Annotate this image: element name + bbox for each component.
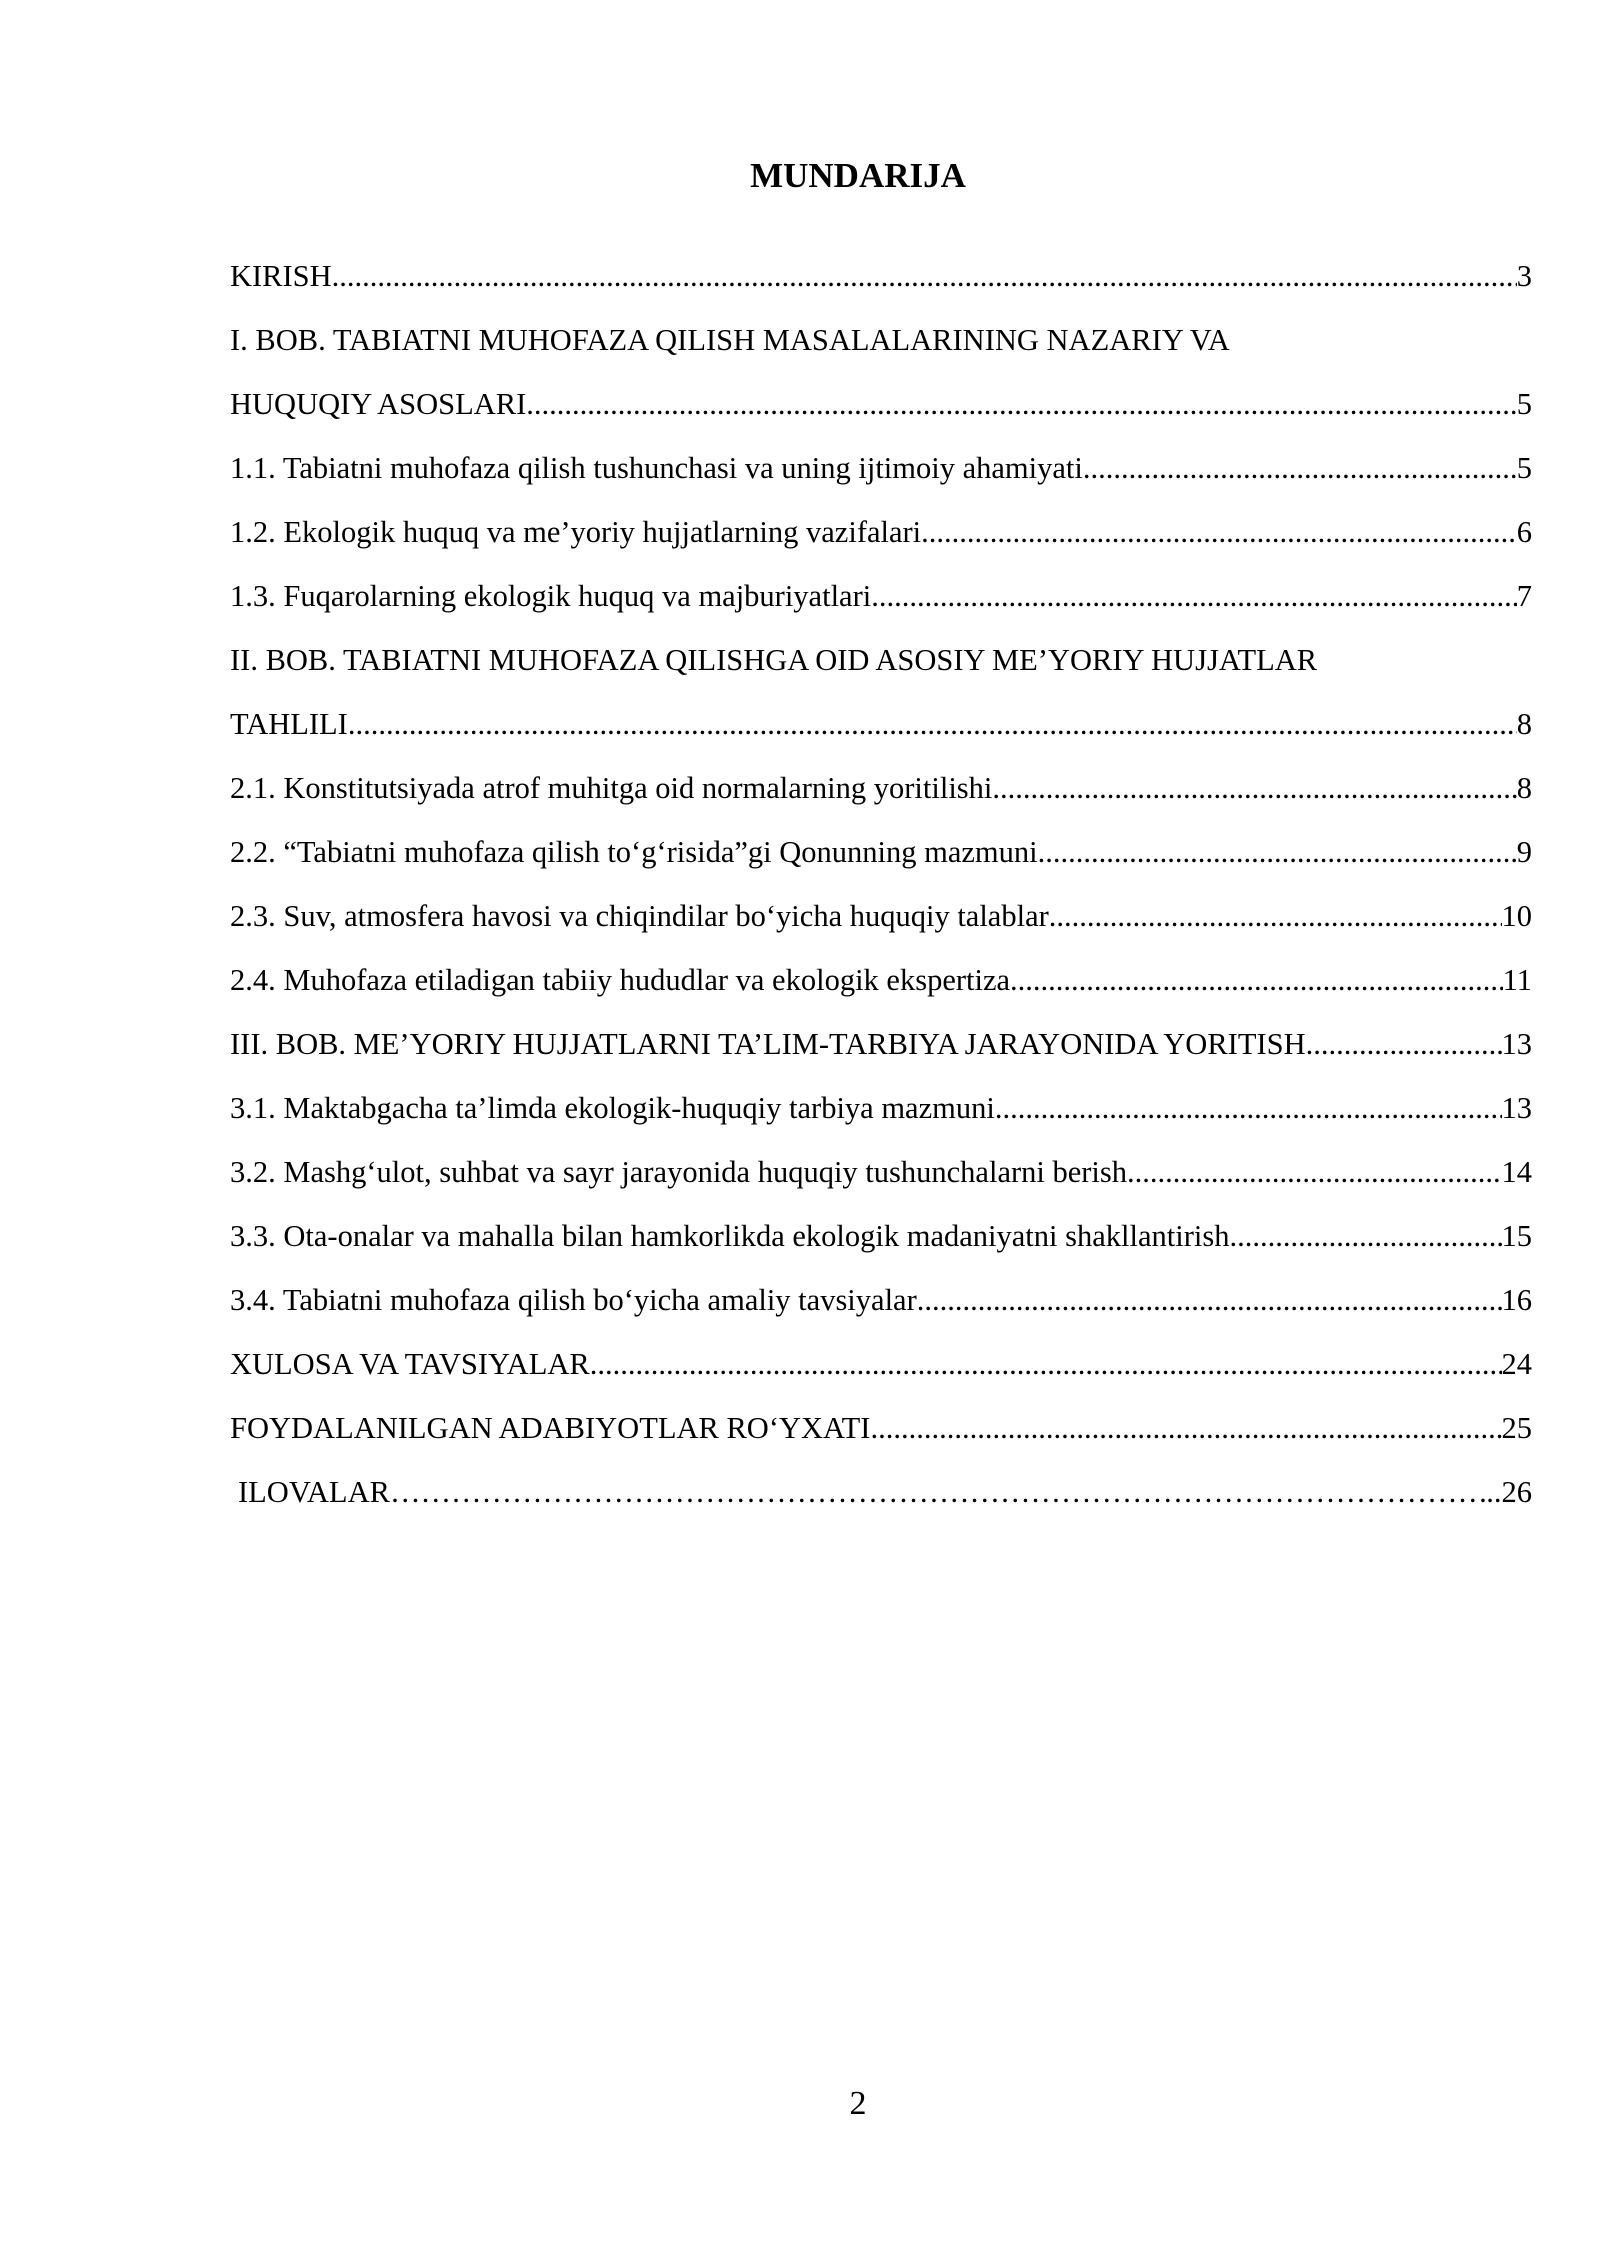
table-of-contents bbox=[230, 244, 1532, 1524]
toc-entry-page: 6 bbox=[1516, 515, 1532, 549]
toc-entry-2-2[interactable] bbox=[230, 820, 1532, 884]
toc-entry-3-1[interactable] bbox=[230, 1076, 1532, 1140]
toc-entry-adabiyotlar[interactable] bbox=[230, 1396, 1532, 1460]
toc-entry-page: 5 bbox=[1516, 451, 1532, 485]
toc-entry-xulosa[interactable] bbox=[230, 1332, 1532, 1396]
toc-entry-page: 7 bbox=[1516, 579, 1532, 613]
toc-entry-page: 3 bbox=[1516, 259, 1532, 293]
toc-entry-title: ILOVALAR bbox=[238, 1475, 390, 1509]
toc-leader-dots bbox=[1083, 436, 1517, 500]
toc-leader-dots bbox=[1010, 948, 1503, 1012]
toc-entry-2-1[interactable] bbox=[230, 756, 1532, 820]
toc-leader-dots bbox=[590, 1332, 1502, 1396]
toc-entry-title: 1.1. Tabiatni muhofaza qilish tushunchasi va uning ijtimoiy ahamiyati bbox=[230, 451, 1083, 485]
toc-leader-dots bbox=[1306, 1012, 1502, 1076]
toc-entry-page: 13 bbox=[1501, 1091, 1532, 1125]
toc-entry-title: HUQUQIY ASOSLARI bbox=[230, 387, 527, 421]
toc-entry-page: 13 bbox=[1501, 1027, 1532, 1061]
toc-entry-page: 8 bbox=[1516, 707, 1532, 741]
toc-leader-dots bbox=[1049, 884, 1502, 948]
toc-leader-dots bbox=[1229, 1204, 1501, 1268]
toc-entry-title: TAHLILI bbox=[230, 707, 348, 741]
toc-entry-page: ..26 bbox=[1486, 1475, 1532, 1509]
toc-entry-page: 16 bbox=[1501, 1283, 1532, 1317]
toc-entry-title: II. BOB. TABIATNI MUHOFAZA QILISHGA OID ASOSIY ME’YORIY HUJJATLAR bbox=[230, 643, 1318, 677]
toc-entry-title: 2.3. Suv, atmosfera havosi va chiqindilar bo‘yicha huquqiy talablar bbox=[230, 899, 1049, 933]
toc-entry-chapter-3[interactable] bbox=[230, 1012, 1532, 1076]
toc-entry-chapter-2-line-1[interactable] bbox=[230, 628, 1532, 692]
toc-entry-title: 1.2. Ekologik huquq va me’yoriy hujjatlarning vazifalari bbox=[230, 515, 922, 549]
toc-entry-title: 1.3. Fuqarolarning ekologik huquq va majburiyatlari bbox=[230, 579, 872, 613]
toc-entry-2-4[interactable] bbox=[230, 948, 1532, 1012]
page-title: MUNDARIJA bbox=[750, 156, 966, 195]
toc-leader-dots bbox=[526, 372, 1516, 436]
toc-entry-ilovalar[interactable] bbox=[230, 1460, 1532, 1524]
toc-entry-1-2[interactable] bbox=[230, 500, 1532, 564]
toc-leader-dots bbox=[1038, 820, 1517, 884]
toc-entry-3-4[interactable] bbox=[230, 1268, 1532, 1332]
toc-entry-page: 25 bbox=[1501, 1411, 1532, 1445]
toc-entry-title: III. BOB. ME’YORIY HUJJATLARNI TA’LIM-TARBIYA JARAYONIDA YORITISH bbox=[230, 1027, 1306, 1061]
toc-leader-dots bbox=[390, 1460, 1486, 1524]
toc-entry-page: 14 bbox=[1501, 1155, 1532, 1189]
toc-entry-1-1[interactable] bbox=[230, 436, 1532, 500]
toc-leader-dots bbox=[871, 564, 1517, 628]
toc-entry-page: 8 bbox=[1516, 771, 1532, 805]
toc-entry-page: 5 bbox=[1516, 387, 1532, 421]
toc-entry-title: 2.4. Muhofaza etiladigan tabiiy hududlar va ekologik ekspertiza bbox=[230, 963, 1011, 997]
toc-leader-dots bbox=[917, 1268, 1502, 1332]
toc-entry-chapter-2-line-2[interactable] bbox=[230, 692, 1532, 756]
toc-entry-title: XULOSA VA TAVSIYALAR bbox=[230, 1347, 590, 1381]
toc-entry-title: 2.1. Konstitutsiyada atrof muhitga oid normalarning yoritilishi bbox=[230, 771, 993, 805]
toc-entry-title: 3.1. Maktabgacha ta’limda ekologik-huquqiy tarbiya mazmuni bbox=[230, 1091, 995, 1125]
toc-entry-title: 3.3. Ota-onalar va mahalla bilan hamkorlikda ekologik madaniyatni shakllantirish bbox=[230, 1219, 1230, 1253]
toc-entry-title: 3.4. Tabiatni muhofaza qilish bo‘yicha amaliy tavsiyalar bbox=[230, 1283, 917, 1317]
toc-entry-title: 2.2. “Tabiatni muhofaza qilish to‘g‘risida”gi Qonunning mazmuni bbox=[230, 835, 1038, 869]
toc-entry-title: I. BOB. TABIATNI MUHOFAZA QILISH MASALALARINING NAZARIY VA bbox=[230, 323, 1230, 357]
toc-entry-page: 24 bbox=[1501, 1347, 1532, 1381]
toc-leader-dots bbox=[1127, 1140, 1501, 1204]
toc-entry-page: 15 bbox=[1501, 1219, 1532, 1253]
toc-entry-2-3[interactable] bbox=[230, 884, 1532, 948]
toc-entry-page: 10 bbox=[1501, 899, 1532, 933]
toc-entry-title: KIRISH bbox=[230, 259, 332, 293]
toc-leader-dots bbox=[992, 756, 1516, 820]
toc-entry-title: 3.2. Mashg‘ulot, suhbat va sayr jarayonida huquqiy tushunchalarni berish bbox=[230, 1155, 1128, 1189]
toc-leader-dots bbox=[995, 1076, 1502, 1140]
toc-entry-chapter-1-line-1[interactable] bbox=[230, 308, 1532, 372]
toc-leader-dots bbox=[348, 692, 1517, 756]
toc-entry-page: 11 bbox=[1502, 963, 1532, 997]
toc-leader-dots bbox=[870, 1396, 1501, 1460]
toc-entry-3-3[interactable] bbox=[230, 1204, 1532, 1268]
toc-leader-dots bbox=[921, 500, 1517, 564]
page-number: 2 bbox=[849, 2085, 867, 2122]
toc-entry-kirish[interactable] bbox=[230, 244, 1532, 308]
toc-entry-title: FOYDALANILGAN ADABIYOTLAR RO‘YXATI bbox=[230, 1411, 871, 1445]
toc-entry-page: 9 bbox=[1516, 835, 1532, 869]
toc-entry-1-3[interactable] bbox=[230, 564, 1532, 628]
toc-entry-chapter-1-line-2[interactable] bbox=[230, 372, 1532, 436]
toc-entry-3-2[interactable] bbox=[230, 1140, 1532, 1204]
toc-leader-dots bbox=[332, 244, 1517, 308]
